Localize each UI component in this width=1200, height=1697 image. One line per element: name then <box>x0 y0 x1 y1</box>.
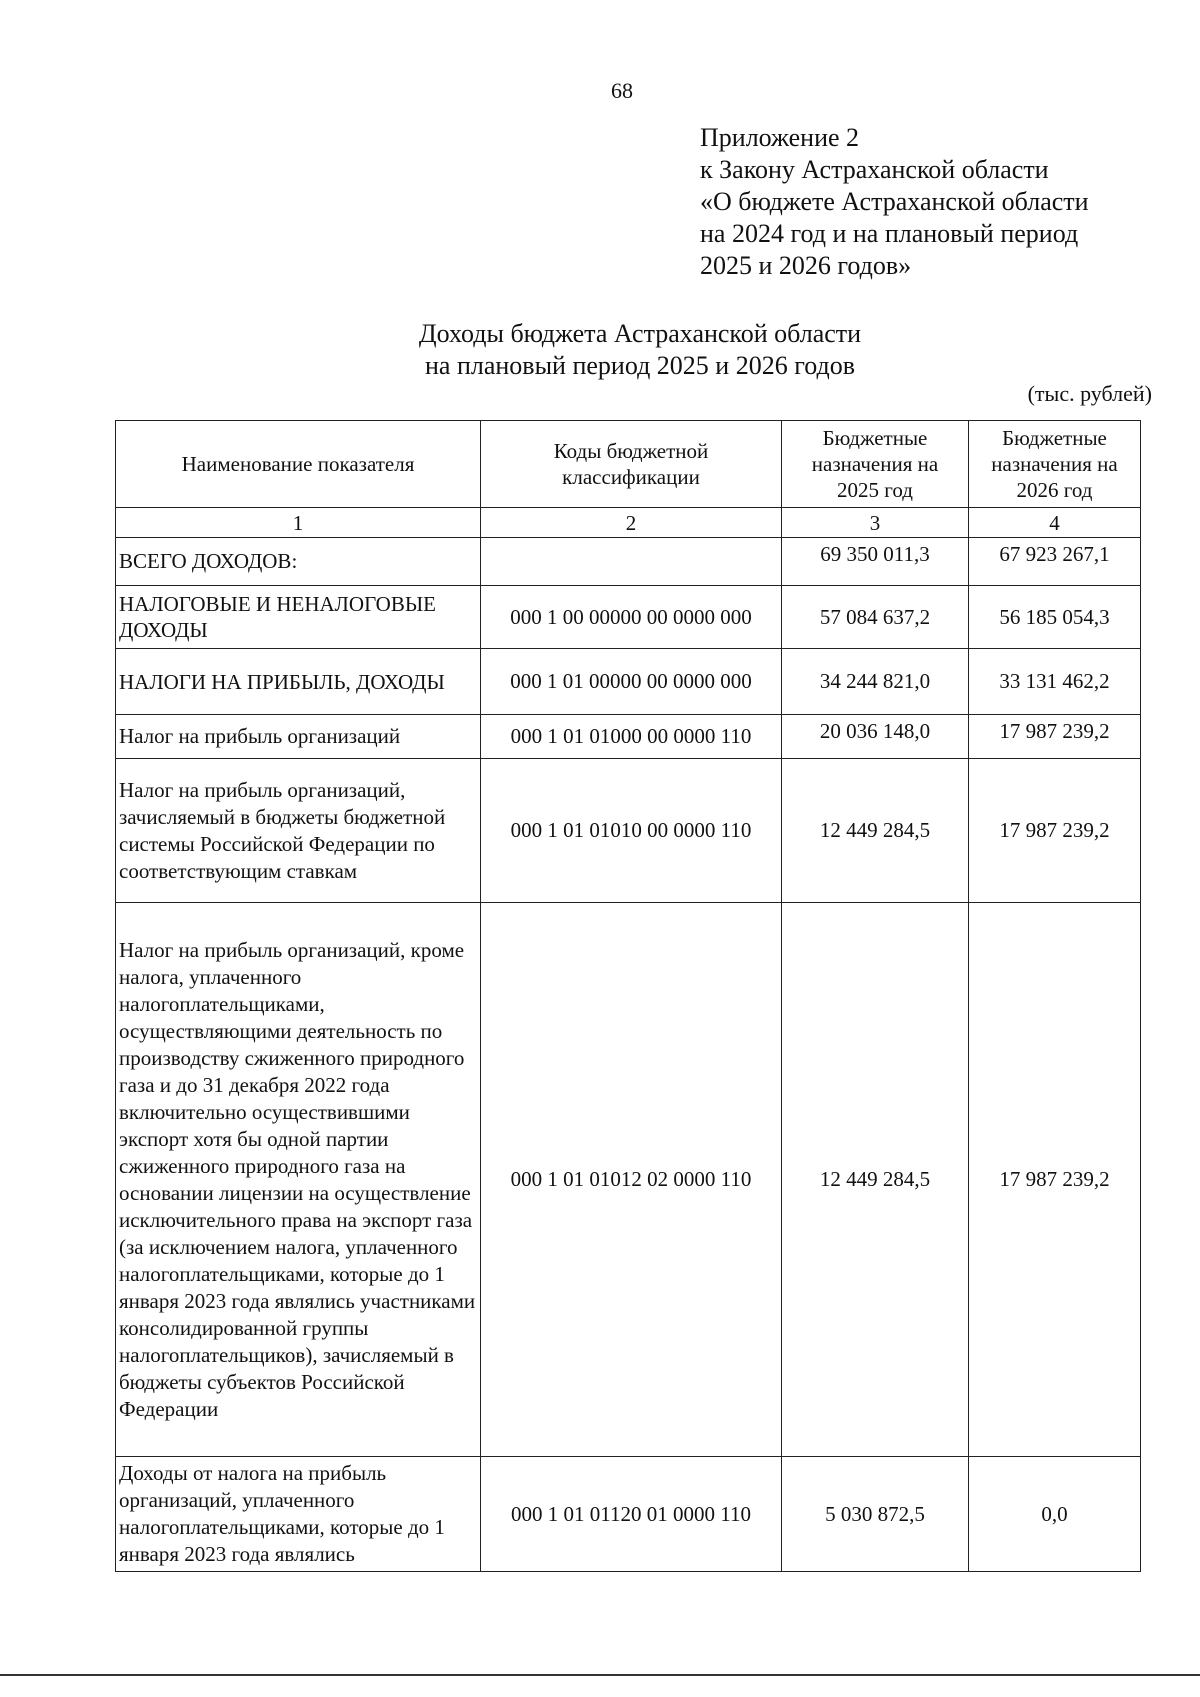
page-number: 68 <box>611 78 633 103</box>
appendix-header <box>700 122 1089 282</box>
row-2026: 0,0 <box>969 1457 1141 1572</box>
row-code: 000 1 01 01120 01 0000 110 <box>481 1457 782 1572</box>
header-code: Коды бюджетной классификации <box>481 421 782 508</box>
row-name: Налог на прибыль организаций, кроме налога, уплаченного налогоплательщиками, осуществляющими деятельность по производству сжиженного природного газа и до 31 декабря 2022 года включительно осуществившими экспорт хотя бы одной партии сжиженного природного газа на основании лицензии на осуществление исключительного права на экспорт газа (за исключением налога, уплаченного налогоплательщиками, которые до 1 января 2023 года являлись участниками консолидированной группы налогоплательщиков), зачисляемый в бюджеты субъектов Российской Федерации <box>116 903 481 1457</box>
row-name: Налог на прибыль организаций, зачисляемый в бюджеты бюджетной системы Российской Федерации по соответствующим ставкам <box>116 759 481 903</box>
table-row <box>116 538 1141 586</box>
header-2026: Бюджетные назначения на 2026 год <box>969 421 1141 508</box>
row-2026: 67 923 267,1 <box>969 538 1141 586</box>
document-title <box>370 318 910 382</box>
appendix-line: 2025 и 2026 годов» <box>700 251 912 280</box>
row-2025: 57 084 637,2 <box>782 586 969 649</box>
row-code: 000 1 01 01010 00 0000 110 <box>481 759 782 903</box>
row-code: 000 1 01 01012 02 0000 110 <box>481 903 782 1457</box>
row-2025: 12 449 284,5 <box>782 759 969 903</box>
table-row <box>116 903 1141 1457</box>
column-number: 1 <box>116 508 481 538</box>
row-name: Налог на прибыль организаций <box>116 715 481 759</box>
header-row <box>116 421 1141 508</box>
table-row <box>116 649 1141 715</box>
appendix-line: на 2024 год и на плановый период <box>700 219 1079 248</box>
row-2026: 33 131 462,2 <box>969 649 1141 715</box>
row-2025: 34 244 821,0 <box>782 649 969 715</box>
header-2025: Бюджетные назначения на 2025 год <box>782 421 969 508</box>
header-name: Наименование показателя <box>116 421 481 508</box>
row-name: Доходы от налога на прибыль организаций, уплаченного налогоплательщиками, которые до 1 января 2023 года являлись <box>116 1457 481 1572</box>
units-label: (тыс. рублей) <box>1027 381 1152 406</box>
footer-rule <box>0 1674 1200 1676</box>
row-code: 000 1 00 00000 00 0000 000 <box>481 586 782 649</box>
column-number: 3 <box>782 508 969 538</box>
row-2026: 17 987 239,2 <box>969 759 1141 903</box>
appendix-line: Приложение 2 <box>700 123 860 152</box>
table-row <box>116 586 1141 649</box>
table-row <box>116 1457 1141 1572</box>
table-row <box>116 759 1141 903</box>
column-number: 2 <box>481 508 782 538</box>
row-2025: 69 350 011,3 <box>782 538 969 586</box>
row-code: 000 1 01 01000 00 0000 110 <box>481 715 782 759</box>
row-2026: 17 987 239,2 <box>969 715 1141 759</box>
title-line: Доходы бюджета Астраханской области <box>418 319 862 348</box>
title-line: на плановый период 2025 и 2026 годов <box>425 351 855 380</box>
row-2025: 20 036 148,0 <box>782 715 969 759</box>
column-number-row <box>116 508 1141 538</box>
row-code <box>481 538 782 586</box>
row-name: НАЛОГИ НА ПРИБЫЛЬ, ДОХОДЫ <box>116 649 481 715</box>
row-2026: 17 987 239,2 <box>969 903 1141 1457</box>
row-code: 000 1 01 00000 00 0000 000 <box>481 649 782 715</box>
row-2025: 12 449 284,5 <box>782 903 969 1457</box>
column-number: 4 <box>969 508 1141 538</box>
row-name: ВСЕГО ДОХОДОВ: <box>116 538 481 586</box>
row-name: НАЛОГОВЫЕ И НЕНАЛОГОВЫЕ ДОХОДЫ <box>116 586 481 649</box>
income-table <box>115 420 1141 1572</box>
appendix-line: к Закону Астраханской области <box>700 155 1049 184</box>
appendix-line: «О бюджете Астраханской области <box>700 187 1089 216</box>
row-2026: 56 185 054,3 <box>969 586 1141 649</box>
table-row <box>116 715 1141 759</box>
row-2025: 5 030 872,5 <box>782 1457 969 1572</box>
